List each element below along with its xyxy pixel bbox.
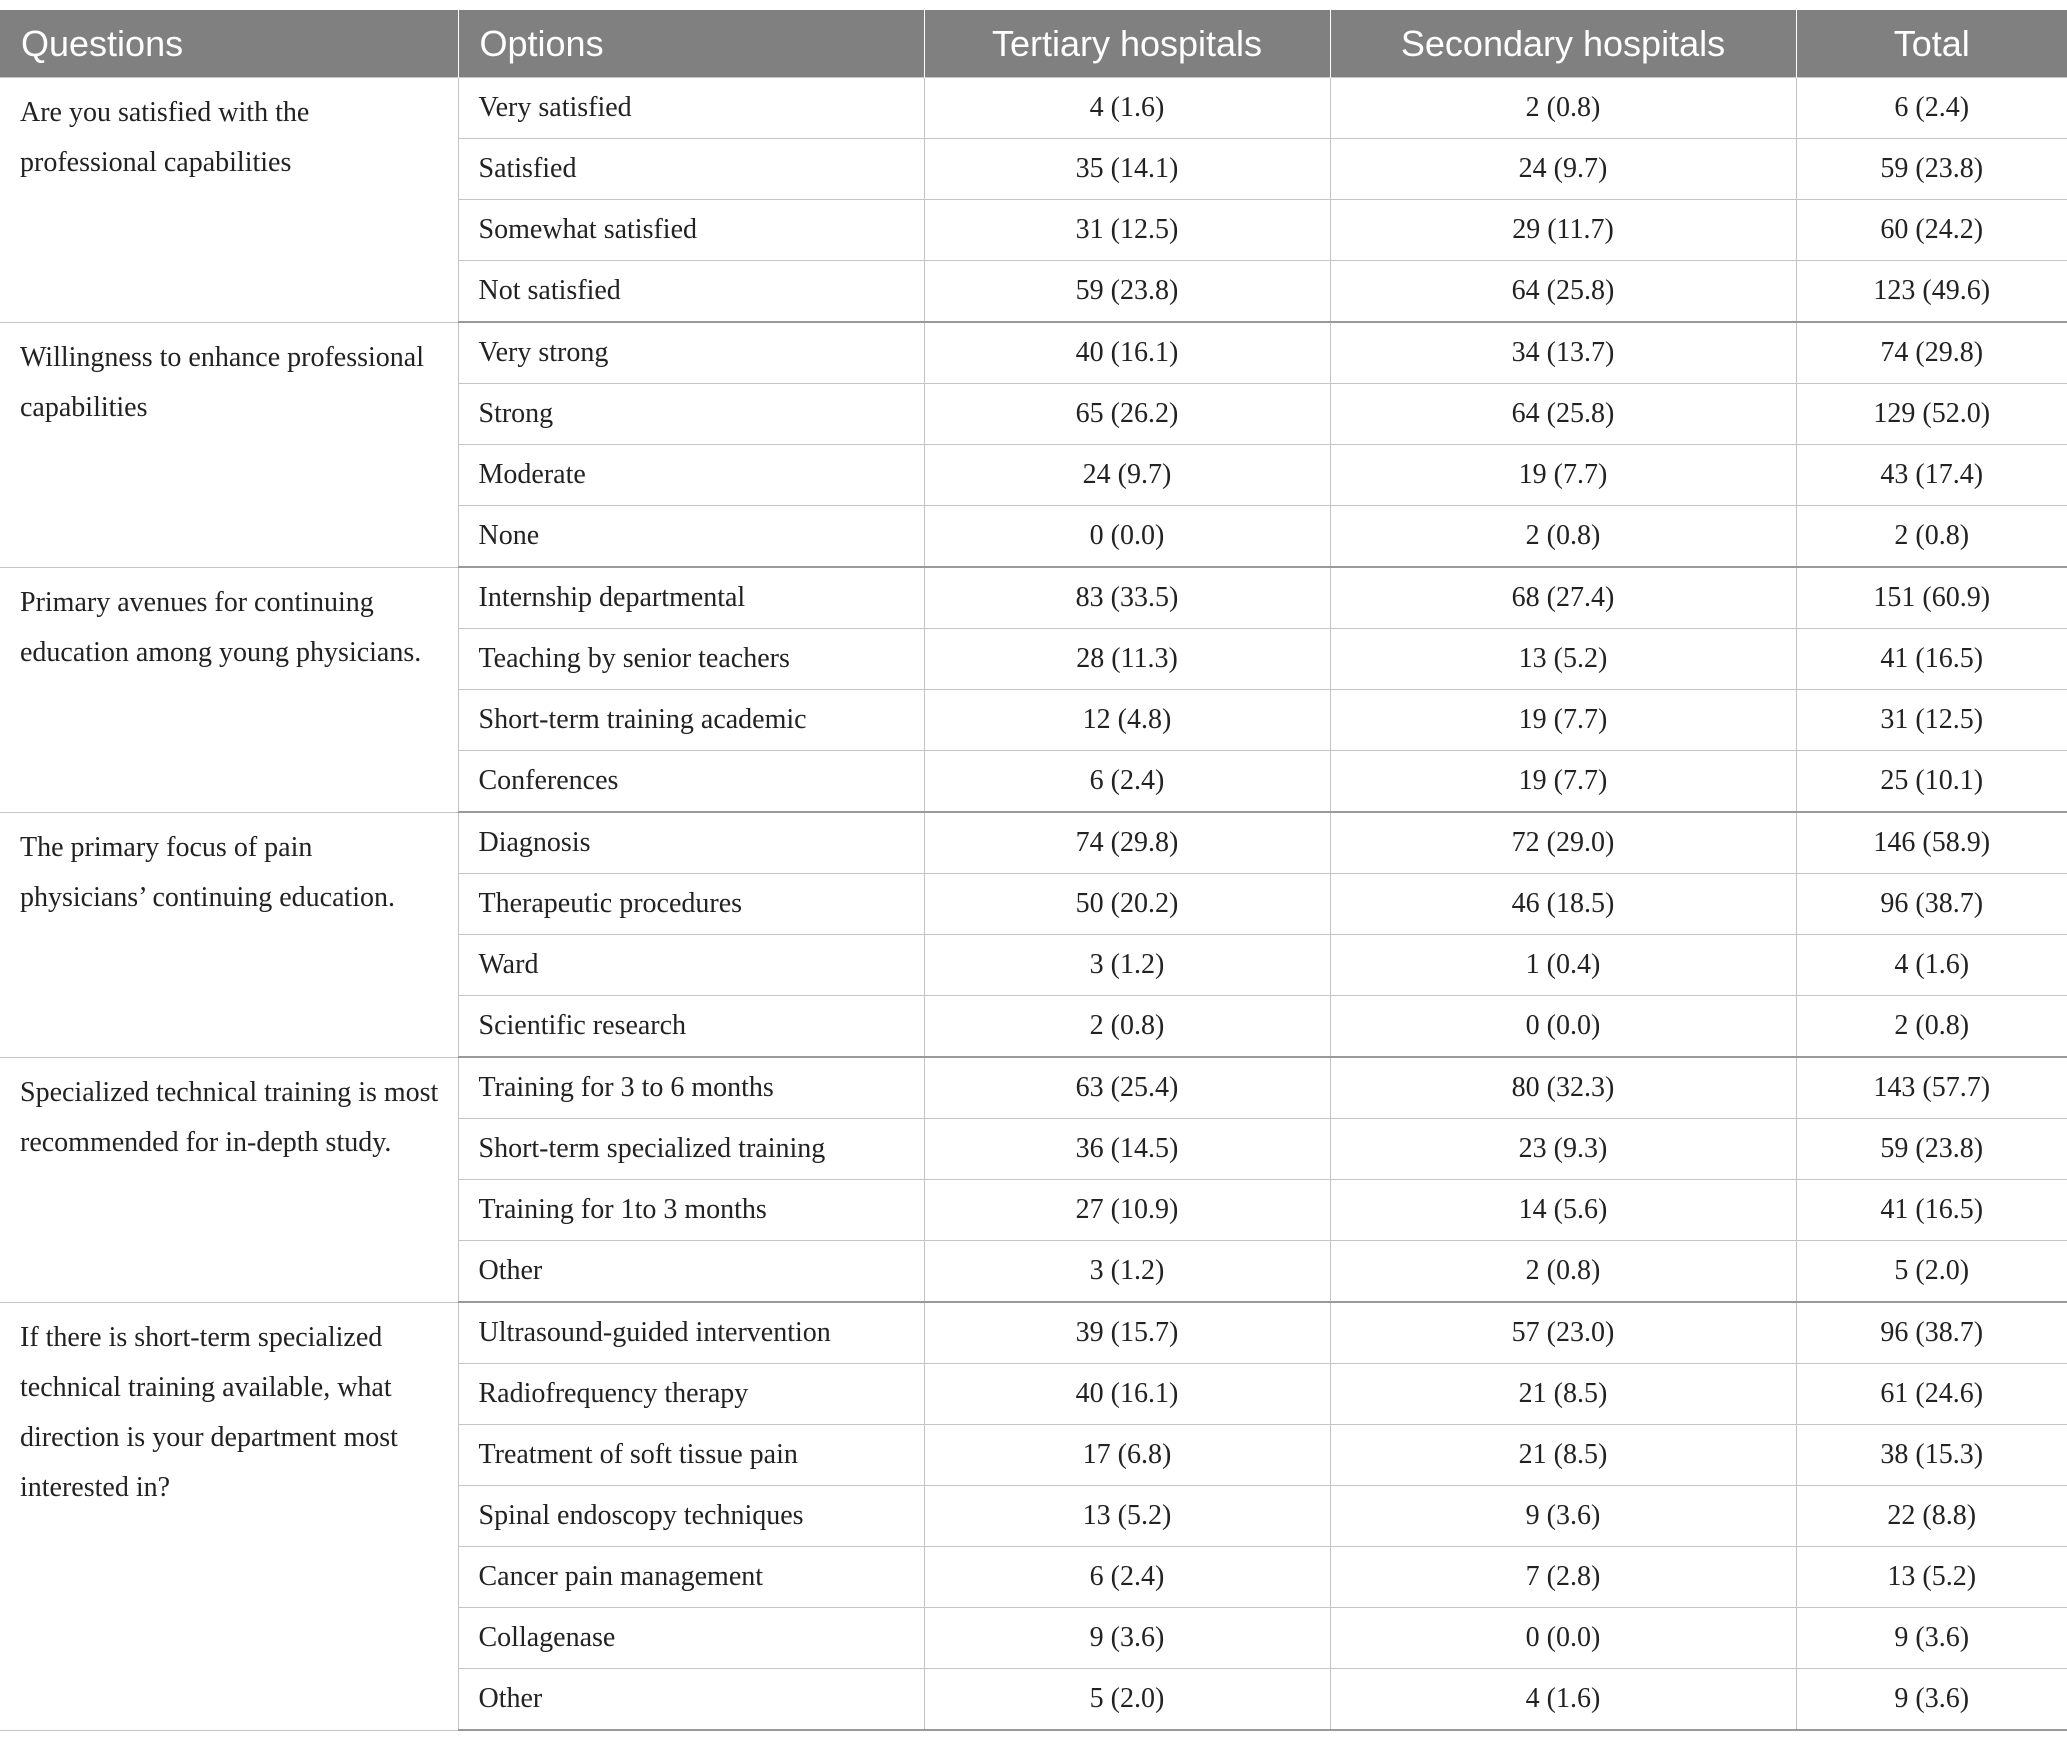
total-value-cell: 123 (49.6) (1796, 261, 2067, 323)
secondary-value-cell: 2 (0.8) (1330, 78, 1796, 139)
tertiary-value-cell: 40 (16.1) (924, 1364, 1330, 1425)
total-value-cell: 4 (1.6) (1796, 935, 2067, 996)
option-cell: Radiofrequency therapy (458, 1364, 924, 1425)
secondary-value-cell: 57 (23.0) (1330, 1302, 1796, 1364)
tertiary-value-cell: 5 (2.0) (924, 1669, 1330, 1731)
tertiary-value-cell: 2 (0.8) (924, 996, 1330, 1058)
table-body (0, 78, 2067, 1731)
option-cell: Conferences (458, 751, 924, 813)
question-cell: The primary focus of pain physicians’ continuing education. (0, 812, 458, 1057)
option-cell: Collagenase (458, 1608, 924, 1669)
option-cell: Short-term specialized training (458, 1119, 924, 1180)
total-value-cell: 129 (52.0) (1796, 384, 2067, 445)
secondary-value-cell: 0 (0.0) (1330, 1608, 1796, 1669)
tertiary-value-cell: 6 (2.4) (924, 1547, 1330, 1608)
option-cell: Ultrasound-guided intervention (458, 1302, 924, 1364)
total-value-cell: 61 (24.6) (1796, 1364, 2067, 1425)
secondary-value-cell: 0 (0.0) (1330, 996, 1796, 1058)
secondary-value-cell: 23 (9.3) (1330, 1119, 1796, 1180)
tertiary-value-cell: 28 (11.3) (924, 629, 1330, 690)
option-cell: Training for 3 to 6 months (458, 1057, 924, 1119)
header-total: Total (1796, 10, 2067, 78)
table-row (0, 567, 2067, 629)
header-row (0, 10, 2067, 78)
option-cell: Satisfied (458, 139, 924, 200)
option-cell: Other (458, 1241, 924, 1303)
total-value-cell: 59 (23.8) (1796, 1119, 2067, 1180)
secondary-value-cell: 64 (25.8) (1330, 261, 1796, 323)
tertiary-value-cell: 63 (25.4) (924, 1057, 1330, 1119)
secondary-value-cell: 19 (7.7) (1330, 445, 1796, 506)
question-cell: Are you satisfied with the professional capabilities (0, 78, 458, 323)
option-cell: Spinal endoscopy techniques (458, 1486, 924, 1547)
tertiary-value-cell: 17 (6.8) (924, 1425, 1330, 1486)
table-row (0, 1057, 2067, 1119)
option-cell: Somewhat satisfied (458, 200, 924, 261)
option-cell: Ward (458, 935, 924, 996)
option-cell: Internship departmental (458, 567, 924, 629)
secondary-value-cell: 64 (25.8) (1330, 384, 1796, 445)
tertiary-value-cell: 31 (12.5) (924, 200, 1330, 261)
tertiary-value-cell: 24 (9.7) (924, 445, 1330, 506)
tertiary-value-cell: 3 (1.2) (924, 935, 1330, 996)
total-value-cell: 9 (3.6) (1796, 1608, 2067, 1669)
secondary-value-cell: 68 (27.4) (1330, 567, 1796, 629)
secondary-value-cell: 19 (7.7) (1330, 690, 1796, 751)
secondary-value-cell: 34 (13.7) (1330, 322, 1796, 384)
tertiary-value-cell: 59 (23.8) (924, 261, 1330, 323)
total-value-cell: 22 (8.8) (1796, 1486, 2067, 1547)
option-cell: Short-term training academic (458, 690, 924, 751)
secondary-value-cell: 4 (1.6) (1330, 1669, 1796, 1731)
survey-table (0, 10, 2067, 1731)
total-value-cell: 38 (15.3) (1796, 1425, 2067, 1486)
total-value-cell: 96 (38.7) (1796, 874, 2067, 935)
secondary-value-cell: 72 (29.0) (1330, 812, 1796, 874)
question-cell: Primary avenues for continuing education among young physicians. (0, 567, 458, 812)
tertiary-value-cell: 6 (2.4) (924, 751, 1330, 813)
option-cell: Cancer pain management (458, 1547, 924, 1608)
tertiary-value-cell: 40 (16.1) (924, 322, 1330, 384)
option-cell: None (458, 506, 924, 568)
survey-table-container (0, 10, 2067, 1731)
total-value-cell: 96 (38.7) (1796, 1302, 2067, 1364)
option-cell: Strong (458, 384, 924, 445)
secondary-value-cell: 46 (18.5) (1330, 874, 1796, 935)
tertiary-value-cell: 74 (29.8) (924, 812, 1330, 874)
secondary-value-cell: 19 (7.7) (1330, 751, 1796, 813)
total-value-cell: 31 (12.5) (1796, 690, 2067, 751)
total-value-cell: 59 (23.8) (1796, 139, 2067, 200)
option-cell: Very satisfied (458, 78, 924, 139)
tertiary-value-cell: 9 (3.6) (924, 1608, 1330, 1669)
tertiary-value-cell: 50 (20.2) (924, 874, 1330, 935)
option-cell: Not satisfied (458, 261, 924, 323)
option-cell: Diagnosis (458, 812, 924, 874)
total-value-cell: 13 (5.2) (1796, 1547, 2067, 1608)
tertiary-value-cell: 12 (4.8) (924, 690, 1330, 751)
tertiary-value-cell: 4 (1.6) (924, 78, 1330, 139)
total-value-cell: 43 (17.4) (1796, 445, 2067, 506)
header-secondary-hospitals: Secondary hospitals (1330, 10, 1796, 78)
total-value-cell: 6 (2.4) (1796, 78, 2067, 139)
secondary-value-cell: 80 (32.3) (1330, 1057, 1796, 1119)
question-cell: If there is short-term specialized technical training available, what direction is your department most interested in? (0, 1302, 458, 1730)
secondary-value-cell: 14 (5.6) (1330, 1180, 1796, 1241)
tertiary-value-cell: 3 (1.2) (924, 1241, 1330, 1303)
secondary-value-cell: 29 (11.7) (1330, 200, 1796, 261)
table-row (0, 78, 2067, 139)
table-header (0, 10, 2067, 78)
header-tertiary-hospitals: Tertiary hospitals (924, 10, 1330, 78)
secondary-value-cell: 21 (8.5) (1330, 1364, 1796, 1425)
option-cell: Treatment of soft tissue pain (458, 1425, 924, 1486)
secondary-value-cell: 21 (8.5) (1330, 1425, 1796, 1486)
tertiary-value-cell: 0 (0.0) (924, 506, 1330, 568)
tertiary-value-cell: 13 (5.2) (924, 1486, 1330, 1547)
total-value-cell: 146 (58.9) (1796, 812, 2067, 874)
question-cell: Specialized technical training is most recommended for in-depth study. (0, 1057, 458, 1302)
table-row (0, 1302, 2067, 1364)
secondary-value-cell: 9 (3.6) (1330, 1486, 1796, 1547)
tertiary-value-cell: 39 (15.7) (924, 1302, 1330, 1364)
header-questions: Questions (0, 10, 458, 78)
secondary-value-cell: 24 (9.7) (1330, 139, 1796, 200)
tertiary-value-cell: 65 (26.2) (924, 384, 1330, 445)
total-value-cell: 2 (0.8) (1796, 996, 2067, 1058)
total-value-cell: 74 (29.8) (1796, 322, 2067, 384)
question-cell: Willingness to enhance professional capabilities (0, 322, 458, 567)
total-value-cell: 41 (16.5) (1796, 1180, 2067, 1241)
option-cell: Moderate (458, 445, 924, 506)
option-cell: Teaching by senior teachers (458, 629, 924, 690)
total-value-cell: 41 (16.5) (1796, 629, 2067, 690)
total-value-cell: 60 (24.2) (1796, 200, 2067, 261)
tertiary-value-cell: 27 (10.9) (924, 1180, 1330, 1241)
option-cell: Therapeutic procedures (458, 874, 924, 935)
total-value-cell: 151 (60.9) (1796, 567, 2067, 629)
total-value-cell: 9 (3.6) (1796, 1669, 2067, 1731)
table-row (0, 812, 2067, 874)
header-options: Options (458, 10, 924, 78)
option-cell: Very strong (458, 322, 924, 384)
secondary-value-cell: 2 (0.8) (1330, 1241, 1796, 1303)
secondary-value-cell: 2 (0.8) (1330, 506, 1796, 568)
secondary-value-cell: 7 (2.8) (1330, 1547, 1796, 1608)
total-value-cell: 2 (0.8) (1796, 506, 2067, 568)
total-value-cell: 25 (10.1) (1796, 751, 2067, 813)
secondary-value-cell: 13 (5.2) (1330, 629, 1796, 690)
total-value-cell: 5 (2.0) (1796, 1241, 2067, 1303)
tertiary-value-cell: 36 (14.5) (924, 1119, 1330, 1180)
option-cell: Scientific research (458, 996, 924, 1058)
total-value-cell: 143 (57.7) (1796, 1057, 2067, 1119)
tertiary-value-cell: 35 (14.1) (924, 139, 1330, 200)
tertiary-value-cell: 83 (33.5) (924, 567, 1330, 629)
option-cell: Other (458, 1669, 924, 1731)
option-cell: Training for 1to 3 months (458, 1180, 924, 1241)
secondary-value-cell: 1 (0.4) (1330, 935, 1796, 996)
table-row (0, 322, 2067, 384)
